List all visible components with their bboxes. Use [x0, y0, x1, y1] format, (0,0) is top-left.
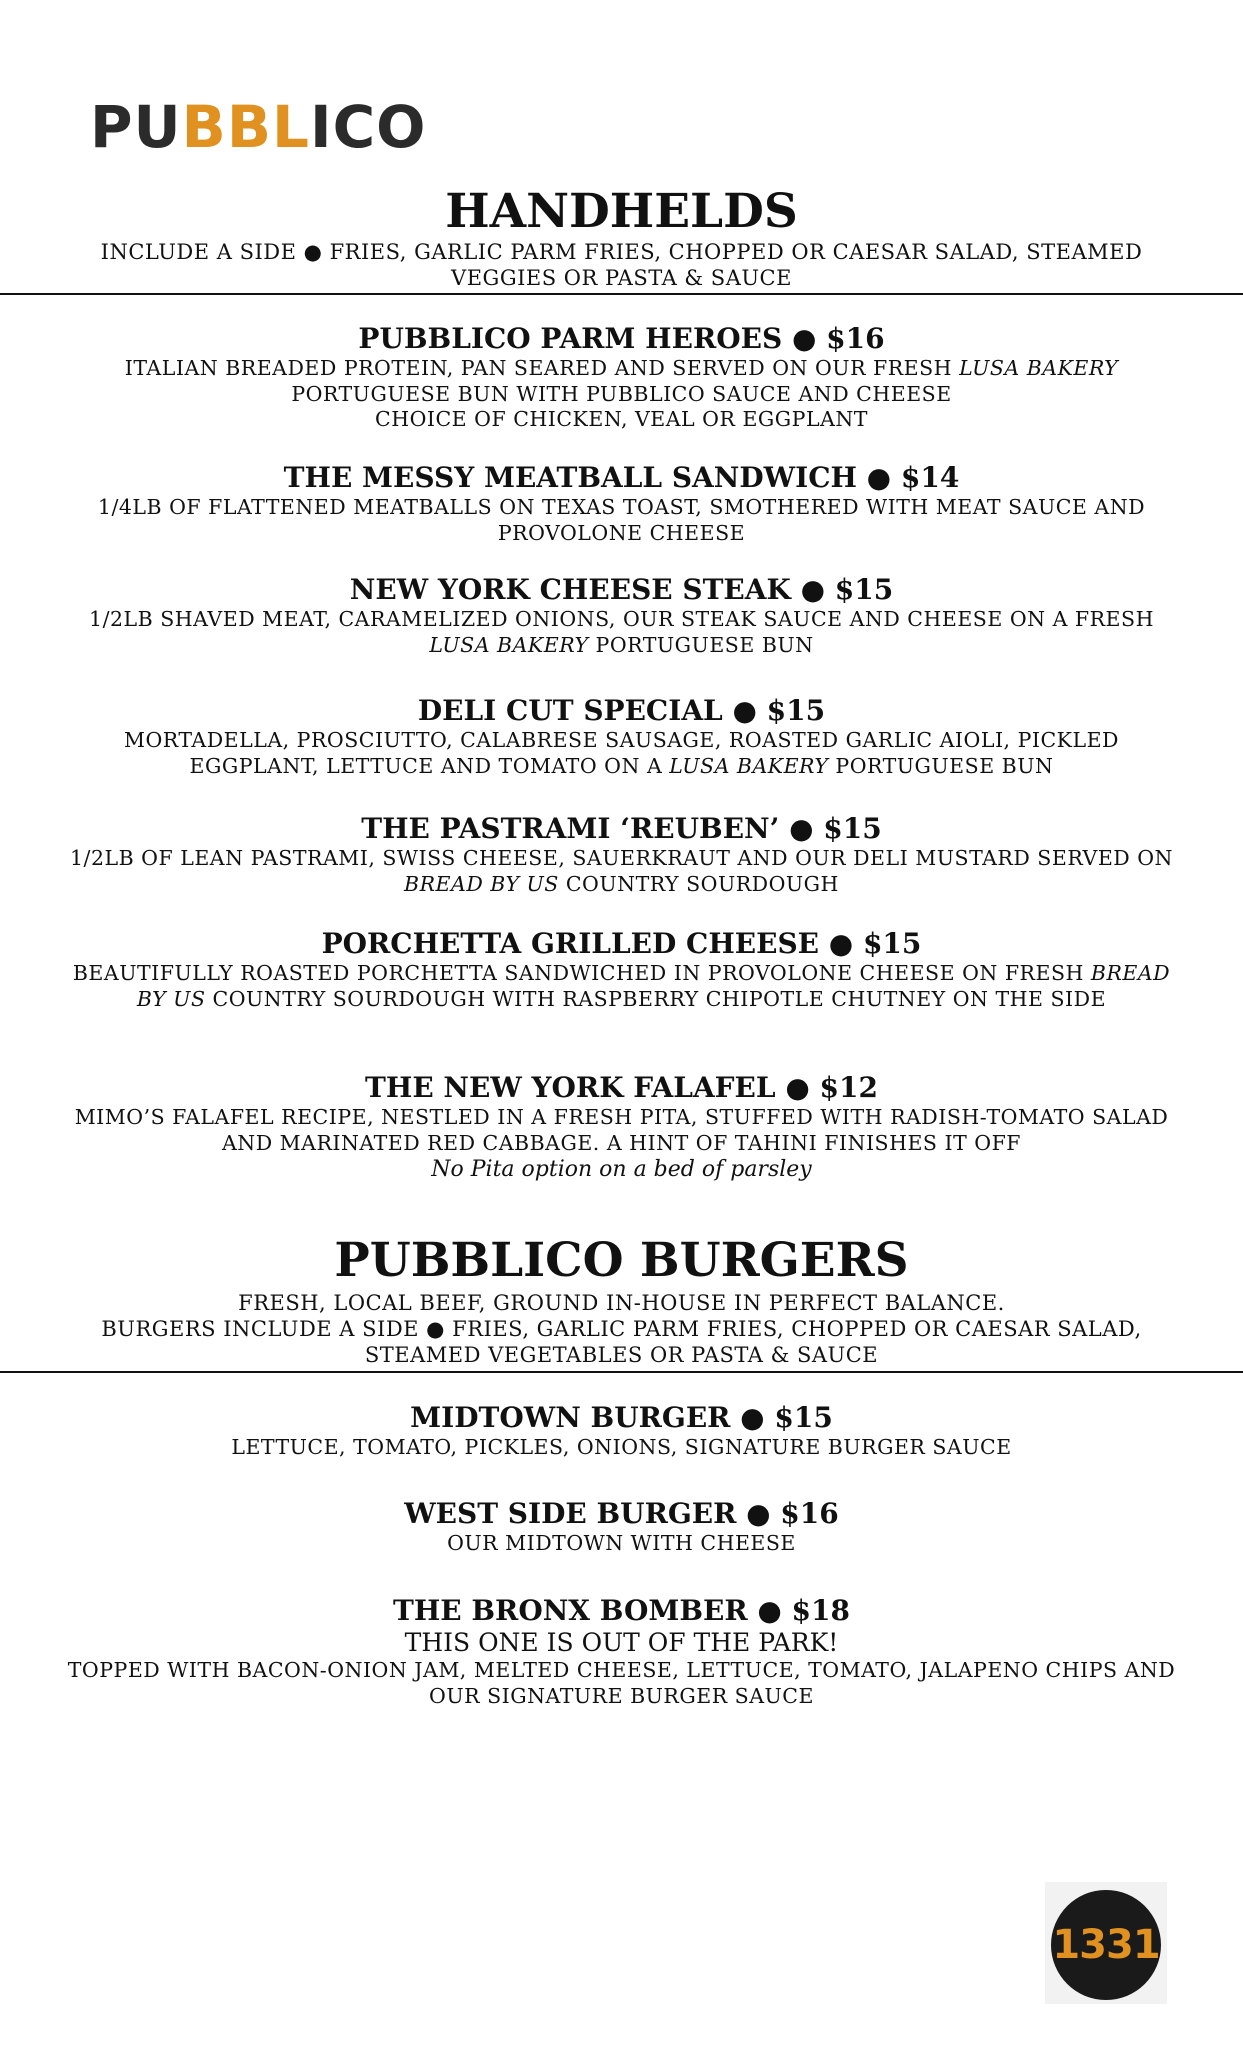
item-name: NEW YORK CHEESE STEAK ● $15 [349, 573, 894, 606]
item-description [60, 728, 1183, 779]
item-description [60, 356, 1183, 382]
menu-item-cheese-steak [60, 573, 1183, 658]
item-name: THE NEW YORK FALAFEL ● $12 [365, 1071, 878, 1104]
logo-text-part1: PU [90, 93, 182, 161]
item-desc-text: BEAUTIFULLY ROASTED PORCHETTA SANDWICHED IN PROVOLONE CHEESE ON FRESH [72, 961, 1091, 985]
badge-circle [1051, 1890, 1161, 2000]
item-desc-text: ITALIAN BREADED PROTEIN, PAN SEARED AND SERVED ON OUR FRESH [124, 356, 960, 380]
menu-item-west-side-burger [60, 1497, 1183, 1557]
item-name: MIDTOWN BURGER ● $15 [410, 1401, 833, 1434]
item-desc-text-end: COUNTRY SOURDOUGH WITH RASPBERRY CHIPOTLE CHUTNEY ON THE SIDE [205, 986, 1107, 1011]
menu-item-midtown-burger [60, 1401, 1183, 1461]
item-name: THE BRONX BOMBER ● $18 [393, 1594, 850, 1627]
item-desc-emphasis: LUSA BAKERY [429, 632, 589, 657]
item-description: OUR MIDTOWN WITH CHEESE [447, 1531, 796, 1555]
item-name: THE MESSY MEATBALL SANDWICH ● $14 [283, 461, 960, 494]
item-tagline: THIS ONE IS OUT OF THE PARK! [404, 1628, 839, 1657]
item-description [60, 846, 1183, 897]
menu-item-deli-cut [60, 694, 1183, 779]
item-desc-emphasis: LUSA BAKERY [669, 753, 829, 778]
item-desc-emphasis: BREAD BY US [404, 871, 559, 896]
menu-item-falafel [60, 1071, 1183, 1184]
item-name: DELI CUT SPECIAL ● $15 [417, 694, 826, 727]
menu-item-bronx-bomber [60, 1594, 1183, 1709]
item-desc-text: PORTUGUESE BUN [588, 632, 814, 657]
1331-badge-logo [1045, 1882, 1167, 2004]
item-description: TOPPED WITH BACON-ONION JAM, MELTED CHEESE, LETTUCE, TOMATO, JALAPENO CHIPS AND OUR SIGNATURE BURGER SAUCE [67, 1658, 1176, 1708]
pubblico-logo [90, 93, 427, 161]
burgers-subtitle-line1: FRESH, LOCAL BEEF, GROUND IN-HOUSE IN PERFECT BALANCE. [238, 1291, 1005, 1315]
logo-text-part3: ICO [309, 93, 427, 161]
badge-number: 1331 [1052, 1922, 1160, 1968]
item-name: PORCHETTA GRILLED CHEESE ● $15 [321, 927, 922, 960]
item-description-line3: CHOICE OF CHICKEN, VEAL OR EGGPLANT [375, 407, 868, 431]
burgers-subtitle-line2: BURGERS INCLUDE A SIDE ● FRIES, GARLIC PARM FRIES, CHOPPED OR CAESAR SALAD, STEAMED VEGETABLES OR PASTA & SAUCE [101, 1317, 1142, 1367]
burgers-title: PUBBLICO BURGERS [334, 1233, 909, 1288]
item-description [60, 961, 1183, 1012]
item-description: 1/4LB OF FLATTENED MEATBALLS ON TEXAS TOAST, SMOTHERED WITH MEAT SAUCE AND PROVOLONE CHEESE [97, 495, 1146, 545]
item-desc-text-end: PORTUGUESE BUN [828, 753, 1054, 778]
item-description: 1/2LB SHAVED MEAT, CARAMELIZED ONIONS, OUR STEAK SAUCE AND CHEESE ON A FRESH [89, 607, 1154, 631]
item-description: MIMO’S FALAFEL RECIPE, NESTLED IN A FRESH PITA, STUFFED WITH RADISH-TOMATO SALAD AND MARINATED RED CABBAGE. A HINT OF TAHINI FINISHES IT OFF [74, 1105, 1169, 1155]
item-desc-emphasis: LUSA BAKERY [959, 356, 1119, 380]
menu-item-porchetta [60, 927, 1183, 1012]
menu-item-messy-meatball [60, 461, 1183, 546]
menu-item-pastrami-reuben [60, 812, 1183, 897]
logo-text-part2: BBL [181, 93, 310, 161]
item-note: No Pita option on a bed of parsley [431, 1157, 812, 1182]
item-description: LETTUCE, TOMATO, PICKLES, ONIONS, SIGNATURE BURGER SAUCE [231, 1435, 1012, 1459]
burgers-divider [0, 1371, 1243, 1373]
item-description-line2: PORTUGUESE BUN WITH PUBBLICO SAUCE AND CHEESE [291, 381, 952, 406]
item-name: PUBBLICO PARM HEROES ● $16 [358, 322, 885, 355]
item-name: WEST SIDE BURGER ● $16 [404, 1497, 839, 1530]
menu-item-parm-heroes [60, 322, 1183, 433]
item-desc-text: MORTADELLA, PROSCIUTTO, CALABRESE SAUSAGE, ROASTED GARLIC AIOLI, PICKLED EGGPLANT, LETTUCE AND TOMATO ON A [123, 728, 1119, 778]
handhelds-divider [0, 293, 1243, 295]
handhelds-subtitle: INCLUDE A SIDE ● FRIES, GARLIC PARM FRIES, CHOPPED OR CAESAR SALAD, STEAMED VEGGIES OR PASTA & SAUCE [100, 240, 1143, 290]
item-description-line2 [60, 633, 1183, 659]
handhelds-title: HANDHELDS [445, 184, 798, 239]
item-desc-text: 1/2LB OF LEAN PASTRAMI, SWISS CHEESE, SAUERKRAUT AND OUR DELI MUSTARD SERVED ON [70, 846, 1173, 870]
item-desc-emphasis: BREAD BY US [136, 961, 1171, 1011]
item-desc-text-end: COUNTRY SOURDOUGH [558, 871, 839, 896]
item-name: THE PASTRAMI ‘REUBEN’ ● $15 [361, 812, 882, 845]
